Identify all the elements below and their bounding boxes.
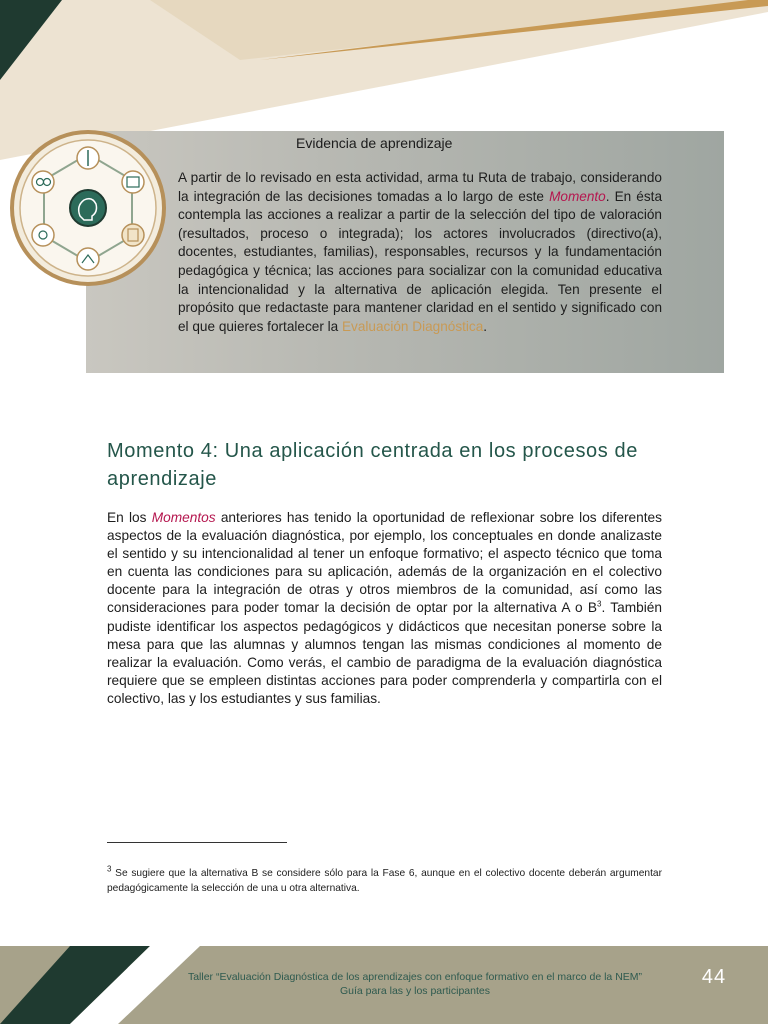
footer-guide-label: Guía para las y los participantes bbox=[340, 985, 490, 997]
momentos-emphasis: Momentos bbox=[151, 510, 216, 525]
evidence-title: Evidencia de aprendizaje bbox=[296, 135, 453, 151]
footnote-marker: 3 bbox=[107, 864, 112, 874]
main-paragraph: En los Momentos anteriores has tenido la oportunidad de reflexionar sobre los diferentes aspectos de la evaluación diagnóstica, por ejemplo, los conceptuales en donde analizaste el sentido y su intencionalidad al tener un enfoque formativo; el aspecto técnico que toma en cuenta las condiciones para su aplicación, además de la organización en el colectivo docente para la integración de otras y otros miembros de la comunidad, así como las consideraciones para poder tomar la decisión de optar por la alternativa A o $B^3$. También pudiste identificar los aspectos pedagógicos y didácticos que necesitan ponerse sobre la mesa para que las alumnas y alumnos tengan las mismas condiciones al momento de realizar la evaluación. Como verás, el cambio de paradigma de la evaluación diagnóstica requiere que se empleen distintas acciones para poder comprenderla y compartirla con el colectivo, las y los estudiantes y sus familias. bbox=[107, 510, 663, 706]
section-title: Momento 4: Una aplicación centrada en los procesos de aprendizaje bbox=[107, 440, 638, 490]
footnote-reference[interactable]: 3 bbox=[597, 599, 602, 609]
footer-caption bbox=[140, 970, 690, 998]
footnote-divider bbox=[107, 842, 287, 843]
momento-emphasis: Momento bbox=[549, 188, 606, 204]
evaluacion-diagnostica-link[interactable]: Evaluación Diagnóstica bbox=[341, 318, 484, 334]
footnote: $^3$ Se sugiere que la alternativa B se considere sólo para la Fase 6, aunque en el colectivo docente deberán argumentar pedagógicamente la selección de una u otra alternativa. bbox=[107, 864, 662, 894]
page-number: 44 bbox=[701, 966, 727, 988]
learning-cycle-medallion-icon bbox=[10, 128, 166, 288]
footer-workshop-title: Taller “Evaluación Diagnóstica de los aprendizajes con enfoque formativo en el marco de la NEM” bbox=[187, 971, 643, 983]
evidence-text: A partir de lo revisado en esta actividad, arma tu Ruta de trabajo, considerando la integración de las decisiones tomadas a lo largo de este Momento. En ésta contempla las acciones a realizar a partir de la selección del tipo de valoración (resultados, proceso o integrada); los actores involucrados (directivo(a), docentes, estudiantes, familias), responsables, recursos y la fundamentación pedagógica y técnica; las acciones para socializar con la comunidad educativa la intencionalidad y la alternativa de aplicación elegida. Ten presente el propósito que redactaste para mantener claridad en el sentido y significado con el que quieres fortalecer la Evaluación Diagnóstica. bbox=[178, 170, 662, 334]
